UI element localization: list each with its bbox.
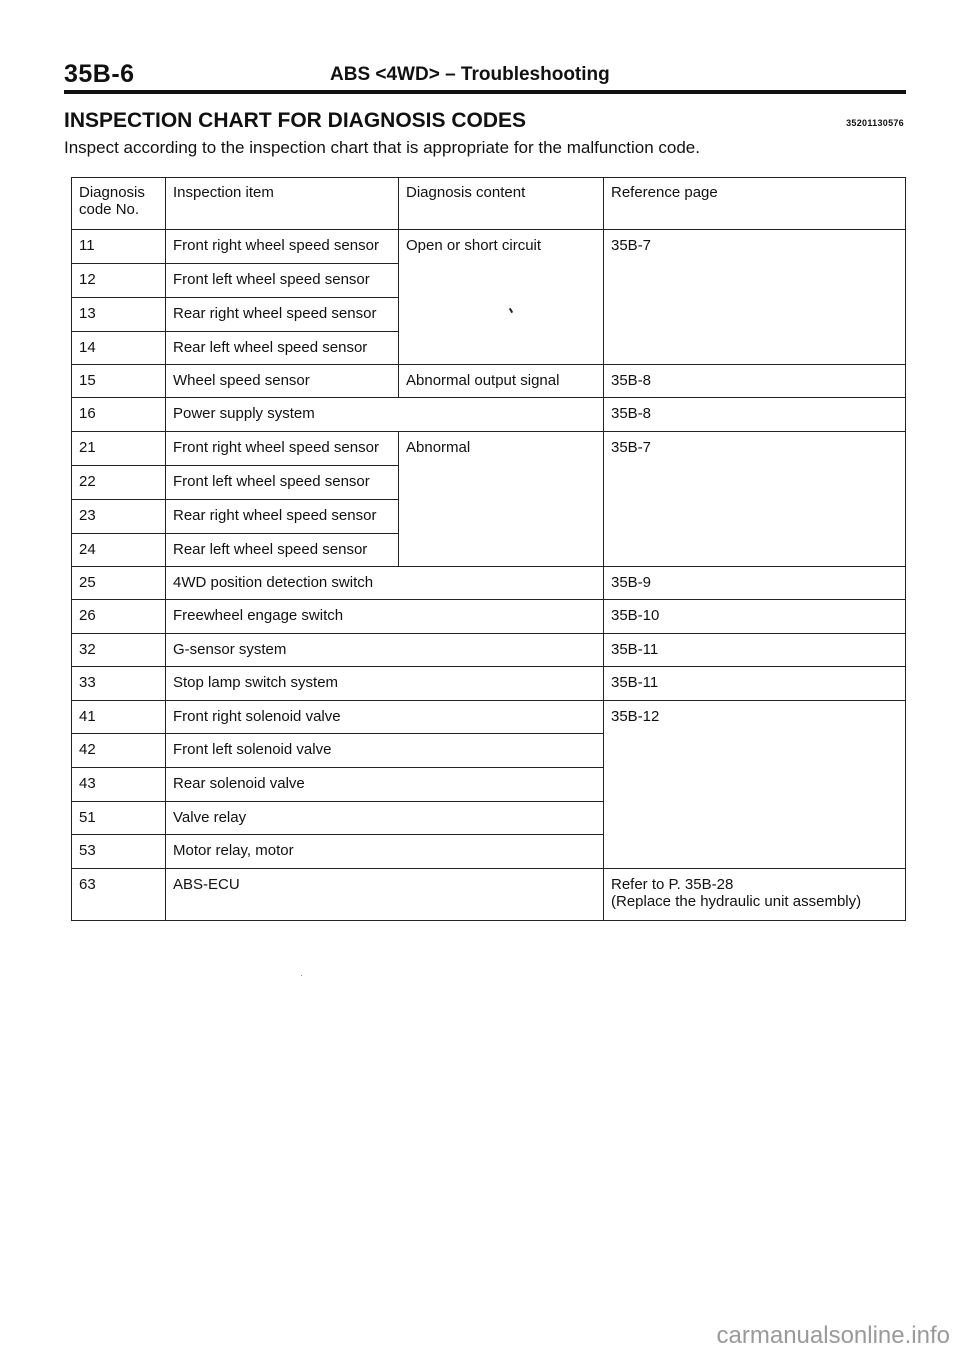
item-cell: Valve relay <box>166 802 604 835</box>
inspection-chart <box>71 177 906 921</box>
document-code: 35201130576 <box>846 118 904 128</box>
code-cell: 11 <box>72 230 166 264</box>
item-cell: Stop lamp switch system <box>166 667 604 701</box>
item-cell: Rear left wheel speed sensor <box>166 332 399 365</box>
reference-line: Refer to P. 35B-28 <box>611 876 734 893</box>
item-cell: Wheel speed sensor <box>166 365 399 398</box>
reference-cell: 35B-11 <box>604 634 906 667</box>
item-cell: Front left wheel speed sensor <box>166 264 399 298</box>
table-header-row <box>72 178 906 230</box>
reference-cell: 35B-7 <box>604 432 906 567</box>
code-cell: 15 <box>72 365 166 398</box>
reference-cell: 35B-7 <box>604 230 906 365</box>
code-cell: 42 <box>72 734 166 768</box>
page-header <box>64 60 906 90</box>
code-cell: 24 <box>72 534 166 567</box>
table-row <box>72 432 906 466</box>
header-content: Diagnosis content <box>399 178 604 230</box>
item-cell: Front left wheel speed sensor <box>166 466 399 500</box>
table-row <box>72 701 906 734</box>
item-cell: Front right wheel speed sensor <box>166 432 399 466</box>
code-cell: 41 <box>72 701 166 734</box>
table-row <box>72 869 906 921</box>
reference-cell <box>604 869 906 921</box>
reference-cell: 35B-8 <box>604 398 906 432</box>
header-code: Diagnosis code No. <box>72 178 166 230</box>
reference-line: (Replace the hydraulic unit assembly) <box>611 893 862 910</box>
reference-cell: 35B-8 <box>604 365 906 398</box>
code-cell: 25 <box>72 567 166 600</box>
section-title: INSPECTION CHART FOR DIAGNOSIS CODES <box>64 109 527 132</box>
code-cell: 51 <box>72 802 166 835</box>
header-item: Inspection item <box>166 178 399 230</box>
item-cell: 4WD position detection switch <box>166 567 604 600</box>
scan-speck <box>301 975 302 976</box>
item-cell: Front right solenoid valve <box>166 701 604 734</box>
code-cell: 32 <box>72 634 166 667</box>
item-cell: Motor relay, motor <box>166 835 604 869</box>
reference-cell: 35B-11 <box>604 667 906 701</box>
code-cell: 14 <box>72 332 166 365</box>
reference-cell: 35B-10 <box>604 600 906 634</box>
item-cell: Rear right wheel speed sensor <box>166 500 399 534</box>
table-row <box>72 398 906 432</box>
code-cell: 16 <box>72 398 166 432</box>
code-cell: 53 <box>72 835 166 869</box>
table-row <box>72 567 906 600</box>
code-cell: 13 <box>72 298 166 332</box>
code-cell: 21 <box>72 432 166 466</box>
table-row <box>72 600 906 634</box>
reference-cell: 35B-9 <box>604 567 906 600</box>
content-cell: Abnormal output signal <box>399 365 604 398</box>
header-reference: Reference page <box>604 178 906 230</box>
code-cell: 33 <box>72 667 166 701</box>
content-cell: Abnormal <box>399 432 604 567</box>
table-row <box>72 230 906 264</box>
table-row <box>72 634 906 667</box>
code-cell: 63 <box>72 869 166 921</box>
header-rule <box>64 90 906 94</box>
item-cell: Power supply system <box>166 398 604 432</box>
item-cell: G-sensor system <box>166 634 604 667</box>
table-row <box>72 365 906 398</box>
item-cell: Front right wheel speed sensor <box>166 230 399 264</box>
page-number: 35B-6 <box>64 60 135 88</box>
code-cell: 23 <box>72 500 166 534</box>
item-cell: Rear right wheel speed sensor <box>166 298 399 332</box>
item-cell: Rear solenoid valve <box>166 768 604 802</box>
running-title: ABS <4WD> – Troubleshooting <box>330 64 610 85</box>
code-cell: 43 <box>72 768 166 802</box>
item-cell: ABS-ECU <box>166 869 604 921</box>
code-cell: 22 <box>72 466 166 500</box>
table-row <box>72 667 906 701</box>
item-cell: Front left solenoid valve <box>166 734 604 768</box>
watermark: carmanualsonline.info <box>716 1322 950 1349</box>
code-cell: 26 <box>72 600 166 634</box>
code-cell: 12 <box>72 264 166 298</box>
intro-text: Inspect according to the inspection chart that is appropriate for the malfunction code. <box>64 138 700 157</box>
content-cell: Open or short circuit <box>399 230 604 365</box>
item-cell: Freewheel engage switch <box>166 600 604 634</box>
reference-cell: 35B-12 <box>604 701 906 869</box>
item-cell: Rear left wheel speed sensor <box>166 534 399 567</box>
